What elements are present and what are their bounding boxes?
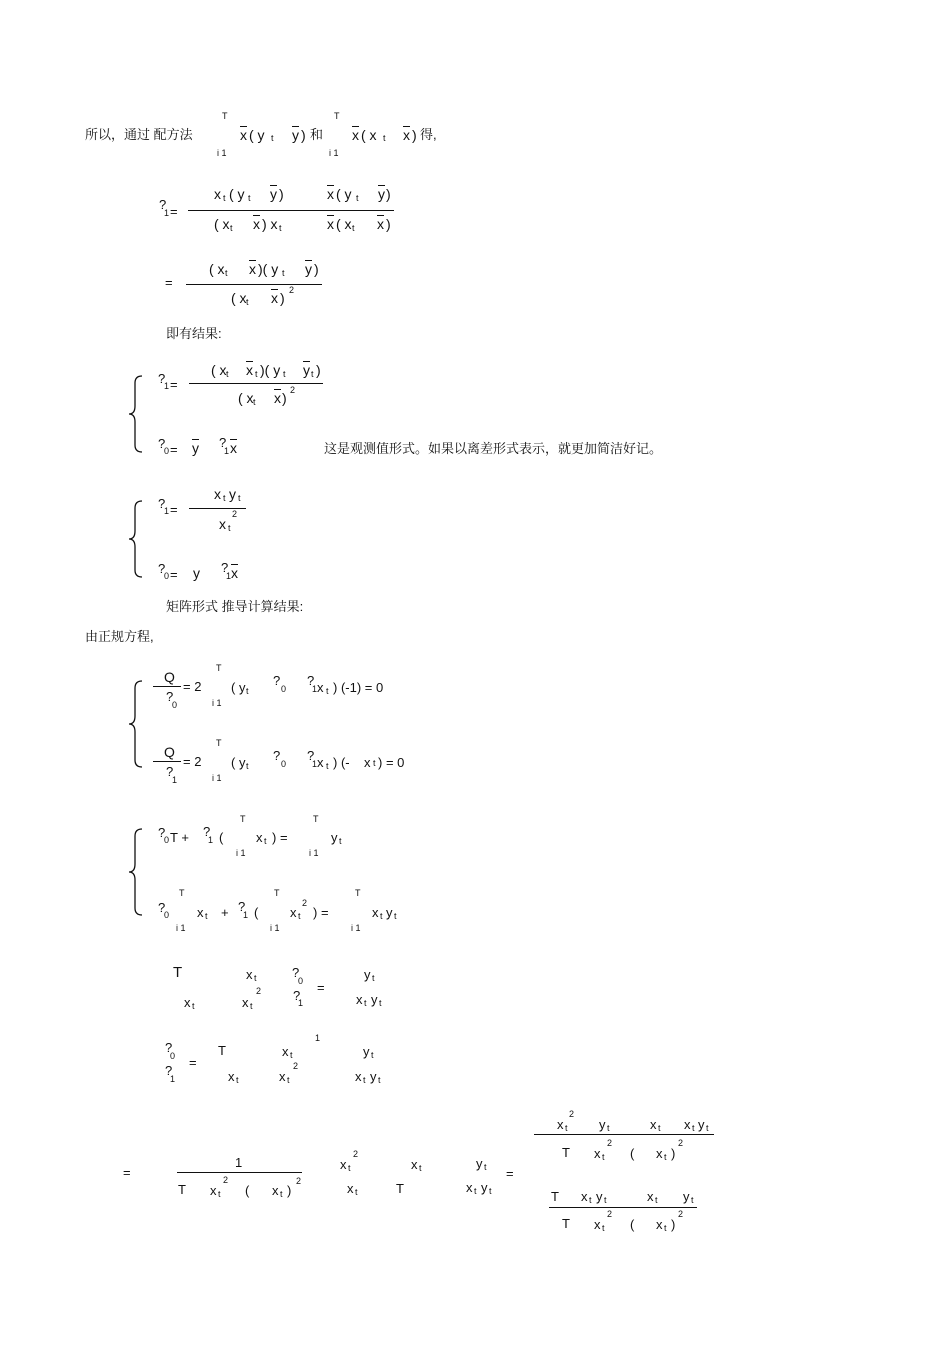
tail: ) (-: [333, 755, 350, 770]
xbar: $\overline{x}$: [274, 390, 281, 406]
num: ( x: [209, 261, 225, 277]
sub: t: [255, 369, 258, 379]
y: y: [193, 565, 200, 581]
sum-lower: i 1: [351, 923, 361, 933]
sum-upper: T: [334, 111, 340, 121]
equals: =: [506, 1166, 514, 1181]
equals: =: [123, 1165, 131, 1180]
sub: 1: [243, 910, 249, 920]
sub: t: [223, 193, 226, 203]
den: T: [562, 1216, 570, 1231]
equals: =: [317, 980, 325, 995]
ybar: $\overline{y}$: [270, 186, 277, 202]
den: ): [287, 1183, 292, 1198]
xbar: $\overline{x}$: [231, 565, 238, 581]
num: y: [683, 1189, 690, 1204]
beta-hat: ?: [273, 673, 281, 688]
matrix-cell: y: [481, 1180, 488, 1195]
xbar: $\overline{x}$: [249, 261, 256, 277]
matrix-cell: y: [364, 967, 371, 982]
left-brace-icon: [126, 500, 146, 578]
sub: t: [379, 998, 382, 1008]
sub: t: [706, 1123, 709, 1133]
intro-text: 所以，通过 配方法: [85, 127, 193, 142]
sub: t: [236, 1075, 239, 1085]
sub: t: [607, 1123, 610, 1133]
exp: 2: [607, 1138, 613, 1148]
matrix-cell: y: [476, 1156, 483, 1171]
sub: t: [364, 998, 367, 1008]
fraction-bar: [188, 210, 394, 211]
xbar: $\overline{x}$: [327, 186, 334, 202]
sum-upper: T: [222, 111, 228, 121]
equals: =: [170, 377, 178, 392]
exp: 2: [293, 1061, 299, 1071]
beta-hat: ?: [165, 1063, 173, 1078]
beta-hat: ?: [307, 673, 315, 688]
matrix-cell: x: [282, 1044, 289, 1059]
num: x: [557, 1117, 564, 1132]
beta-hat: ?: [292, 965, 300, 980]
sub: t: [205, 911, 208, 921]
sub: t: [383, 133, 386, 143]
beta-hat: ?: [219, 435, 227, 450]
tail: ) (-1) = 0: [333, 680, 384, 695]
expr: ( y: [249, 127, 265, 143]
sub: t: [356, 193, 359, 203]
den: ( x: [214, 216, 230, 232]
sub: t: [371, 1050, 374, 1060]
sub: t: [228, 523, 231, 533]
exp: 2: [569, 1109, 575, 1119]
sub: 0: [164, 571, 170, 581]
den: (: [630, 1146, 635, 1161]
exp: 2: [353, 1149, 359, 1159]
sum-lower: i 1: [212, 773, 222, 783]
sub: t: [355, 1187, 358, 1197]
sub: t: [372, 973, 375, 983]
sub: t: [230, 223, 233, 233]
beta-hat: ?: [203, 824, 211, 839]
expr: ( y: [231, 680, 246, 695]
sum-lower: i 1: [270, 923, 280, 933]
eq: ) =: [313, 905, 329, 920]
x: x: [317, 680, 324, 695]
num: y: [599, 1117, 606, 1132]
sub: 0: [164, 910, 170, 920]
ybar: $\overline{y}$: [305, 261, 312, 277]
den: ( x: [336, 216, 352, 232]
beta-hat: ?: [158, 371, 166, 386]
sub: t: [489, 1186, 492, 1196]
tail-text: 得,: [420, 127, 437, 142]
sub: t: [658, 1123, 661, 1133]
sub: t: [373, 758, 376, 768]
exp: 2: [232, 509, 238, 519]
fraction-bar: [534, 1134, 714, 1135]
num: )( y: [260, 362, 281, 378]
fraction-bar: [153, 761, 181, 762]
matrix-cell: x: [466, 1180, 473, 1195]
sub: 1: [312, 759, 318, 769]
num: )( y: [258, 261, 279, 277]
sum-lower: i 1: [236, 848, 246, 858]
eq: ) =: [272, 830, 288, 845]
exp: 2: [290, 385, 296, 395]
T-plus: T +: [170, 830, 189, 845]
sub: t: [192, 1001, 195, 1011]
sub: t: [484, 1162, 487, 1172]
sum-upper: T: [355, 888, 361, 898]
sub: 0: [281, 759, 287, 769]
sub: t: [352, 223, 355, 233]
den: ): [386, 216, 391, 232]
den: (: [245, 1183, 250, 1198]
xbar: $\overline{x}$: [352, 127, 359, 143]
Q: Q: [164, 669, 175, 685]
beta-hat: ?: [158, 436, 166, 451]
sub: t: [225, 268, 228, 278]
result-label: 即有结果:: [166, 326, 222, 341]
exp: 2: [607, 1209, 613, 1219]
tail: ) = 0: [378, 755, 405, 770]
beta-hat: ?: [166, 689, 174, 704]
num: x: [214, 486, 221, 502]
xbar: $\overline{x}$: [377, 216, 384, 232]
sub: t: [246, 297, 249, 307]
matrix-cell: x: [355, 1069, 362, 1084]
den: ( x: [231, 290, 247, 306]
sub: t: [311, 369, 314, 379]
xbar: $\overline{x}$: [327, 216, 334, 232]
x: x: [317, 755, 324, 770]
sub: t: [339, 836, 342, 846]
sub: t: [664, 1152, 667, 1162]
x: x: [290, 905, 297, 920]
xbar: $\overline{x}$: [271, 290, 278, 306]
sub: 0: [170, 1051, 176, 1061]
sub: t: [664, 1223, 667, 1233]
den: ): [280, 290, 285, 306]
matrix-cell: x: [356, 992, 363, 1007]
xbar: $\overline{x}$: [230, 440, 237, 456]
beta-hat: ?: [293, 988, 301, 1003]
sub: t: [604, 1195, 607, 1205]
num: x: [650, 1117, 657, 1132]
beta-hat: ?: [238, 899, 246, 914]
rhs: = 2: [183, 754, 202, 769]
matrix-cell: x: [242, 995, 249, 1010]
num: ): [386, 186, 391, 202]
plus: +: [221, 905, 229, 920]
matrix-cell: y: [370, 1069, 377, 1084]
x: x: [197, 905, 204, 920]
sub: t: [238, 493, 241, 503]
sub: t: [380, 911, 383, 921]
and-text: 和: [310, 127, 324, 142]
matrix-cell: x: [340, 1157, 347, 1172]
sub: t: [692, 1123, 695, 1133]
y: y: [386, 905, 393, 920]
beta-hat: ?: [165, 1040, 173, 1055]
exp: 2: [256, 986, 262, 996]
sub: t: [246, 686, 249, 696]
num: ( y: [229, 186, 245, 202]
num: x: [581, 1189, 588, 1204]
expr: ): [301, 127, 306, 143]
sub: t: [283, 369, 286, 379]
sum-lower: i 1: [309, 848, 319, 858]
sub: t: [290, 1050, 293, 1060]
xbar: $\overline{x}$: [240, 127, 247, 143]
den: T: [562, 1145, 570, 1160]
num: x: [684, 1117, 691, 1132]
normal-equation-label: 由正规方程,: [85, 629, 154, 644]
sub: 1: [298, 998, 304, 1008]
equals: =: [170, 567, 178, 582]
sub: 0: [172, 700, 178, 710]
sub: 1: [164, 506, 170, 516]
fraction-bar: [189, 383, 323, 384]
sub: t: [279, 223, 282, 233]
sub: t: [419, 1163, 422, 1173]
sub: t: [474, 1186, 477, 1196]
open: (: [254, 905, 259, 920]
matrix-cell: x: [279, 1069, 286, 1084]
equals: =: [170, 502, 178, 517]
beta-hat: ?: [158, 561, 166, 576]
sub: 1: [312, 684, 318, 694]
sub: t: [326, 761, 329, 771]
sub: t: [565, 1123, 568, 1133]
expr: ( y: [231, 755, 246, 770]
fraction-bar: [189, 508, 246, 509]
equals: =: [165, 275, 173, 290]
sub: t: [282, 268, 285, 278]
den: ): [671, 1217, 676, 1232]
equals: =: [189, 1055, 197, 1070]
ybar: $\overline{y}$: [292, 127, 299, 143]
exp: 2: [302, 898, 308, 908]
beta-hat: ?: [166, 764, 174, 779]
sub: 1: [164, 208, 170, 218]
beta-hat: ?: [159, 197, 167, 212]
exp: 2: [678, 1138, 684, 1148]
matrix-cell: x: [347, 1181, 354, 1196]
sum-lower: i 1: [212, 698, 222, 708]
den: x: [594, 1146, 601, 1161]
expr: ): [412, 127, 417, 143]
note-text: 这是观测值形式。如果以离差形式表示，就更加简洁好记。: [324, 441, 663, 456]
sub: 0: [164, 835, 170, 845]
x: x: [256, 830, 263, 845]
sub: t: [298, 911, 301, 921]
beta-hat: ?: [221, 560, 229, 575]
den: x: [594, 1217, 601, 1232]
matrix-cell: T: [218, 1043, 226, 1058]
equals: =: [170, 204, 178, 219]
sum-upper: T: [179, 888, 185, 898]
beta-hat: ?: [158, 900, 166, 915]
sub: t: [378, 1075, 381, 1085]
xbar: $\overline{x}$: [403, 127, 410, 143]
sub: 1: [170, 1074, 176, 1084]
sub: t: [254, 973, 257, 983]
sub: 1: [164, 381, 170, 391]
num: ): [279, 186, 284, 202]
sum-upper: T: [313, 814, 319, 824]
num: x: [214, 186, 221, 202]
sub: t: [691, 1195, 694, 1205]
sub: t: [218, 1189, 221, 1199]
num: 1: [235, 1155, 243, 1170]
beta-hat: ?: [158, 496, 166, 511]
den: x: [272, 1183, 279, 1198]
exp: 2: [223, 1175, 229, 1185]
beta-hat: ?: [307, 748, 315, 763]
sum-lower: i 1: [217, 148, 227, 158]
sub: 0: [298, 976, 304, 986]
sub: 1: [172, 775, 178, 785]
sub: t: [363, 1075, 366, 1085]
beta-hat: ?: [273, 748, 281, 763]
exp: 2: [678, 1209, 684, 1219]
sub: t: [271, 133, 274, 143]
num: ): [314, 261, 319, 277]
den: x: [656, 1217, 663, 1232]
den: ) x: [262, 216, 278, 232]
den: ): [282, 390, 287, 406]
left-brace-icon: [126, 375, 146, 453]
sub: t: [250, 1001, 253, 1011]
sub: t: [253, 397, 256, 407]
fraction-bar: [153, 686, 181, 687]
sub: t: [589, 1195, 592, 1205]
open: (: [219, 830, 224, 845]
rhs: = 2: [183, 679, 202, 694]
matrix-cell: x: [411, 1157, 418, 1172]
sub: 0: [164, 446, 170, 456]
left-brace-icon: [126, 828, 146, 916]
sub: t: [602, 1223, 605, 1233]
fraction-bar: [186, 284, 322, 285]
exp: 2: [296, 1176, 302, 1186]
ybar: $\overline{y}$: [378, 186, 385, 202]
left-brace-icon: [126, 680, 146, 768]
matrix-cell: x: [184, 995, 191, 1010]
num: y: [596, 1189, 603, 1204]
matrix-label: 矩阵形式 推导计算结果:: [166, 599, 304, 614]
fraction-bar: [177, 1172, 302, 1173]
fraction-bar: [549, 1207, 697, 1208]
num: T: [551, 1189, 559, 1204]
sum-upper: T: [240, 814, 246, 824]
equals: =: [170, 442, 178, 457]
den: T: [178, 1182, 186, 1197]
sub: t: [287, 1075, 290, 1085]
matrix-cell: T: [173, 964, 183, 981]
matrix-cell: y: [371, 992, 378, 1007]
sub: t: [348, 1163, 351, 1173]
sub: t: [264, 836, 267, 846]
den: x: [656, 1146, 663, 1161]
xbar: $\overline{x}$: [253, 216, 260, 232]
sum-lower: i 1: [329, 148, 339, 158]
sum-upper: T: [216, 738, 222, 748]
num: ( x: [211, 362, 227, 378]
sub: t: [326, 686, 329, 696]
num: ( y: [336, 186, 352, 202]
sub: 1: [226, 571, 232, 581]
sub: t: [223, 493, 226, 503]
sum-upper: T: [274, 888, 280, 898]
den: (: [630, 1217, 635, 1232]
num: y: [698, 1117, 705, 1132]
ybar: $\overline{y}$: [192, 440, 199, 456]
x: x: [364, 755, 371, 770]
sum-upper: T: [216, 663, 222, 673]
expr: ( x: [361, 127, 377, 143]
sub: t: [226, 369, 229, 379]
num: x: [647, 1189, 654, 1204]
sub: t: [248, 193, 251, 203]
sub: t: [280, 1189, 283, 1199]
xbar: $\overline{x}$: [246, 362, 253, 378]
Q: Q: [164, 744, 175, 760]
y: y: [331, 830, 338, 845]
inverse-exp: 1: [315, 1033, 321, 1043]
sub: t: [246, 761, 249, 771]
sub: 0: [281, 684, 287, 694]
exp: 2: [289, 285, 295, 295]
sum-lower: i 1: [176, 923, 186, 933]
x: x: [372, 905, 379, 920]
den: ( x: [238, 390, 254, 406]
den: x: [210, 1183, 217, 1198]
sub: 1: [224, 446, 230, 456]
sub: t: [655, 1195, 658, 1205]
num: y: [229, 486, 236, 502]
ybar: $\overline{y}$: [303, 362, 310, 378]
matrix-cell: x: [246, 967, 253, 982]
den: x: [219, 516, 226, 532]
den: ): [671, 1146, 676, 1161]
matrix-cell: x: [228, 1069, 235, 1084]
beta-hat: ?: [158, 825, 166, 840]
sub: 1: [208, 835, 214, 845]
sub: t: [602, 1152, 605, 1162]
matrix-cell: T: [396, 1181, 404, 1196]
sub: t: [394, 911, 397, 921]
matrix-cell: y: [363, 1044, 370, 1059]
num: ): [316, 362, 321, 378]
